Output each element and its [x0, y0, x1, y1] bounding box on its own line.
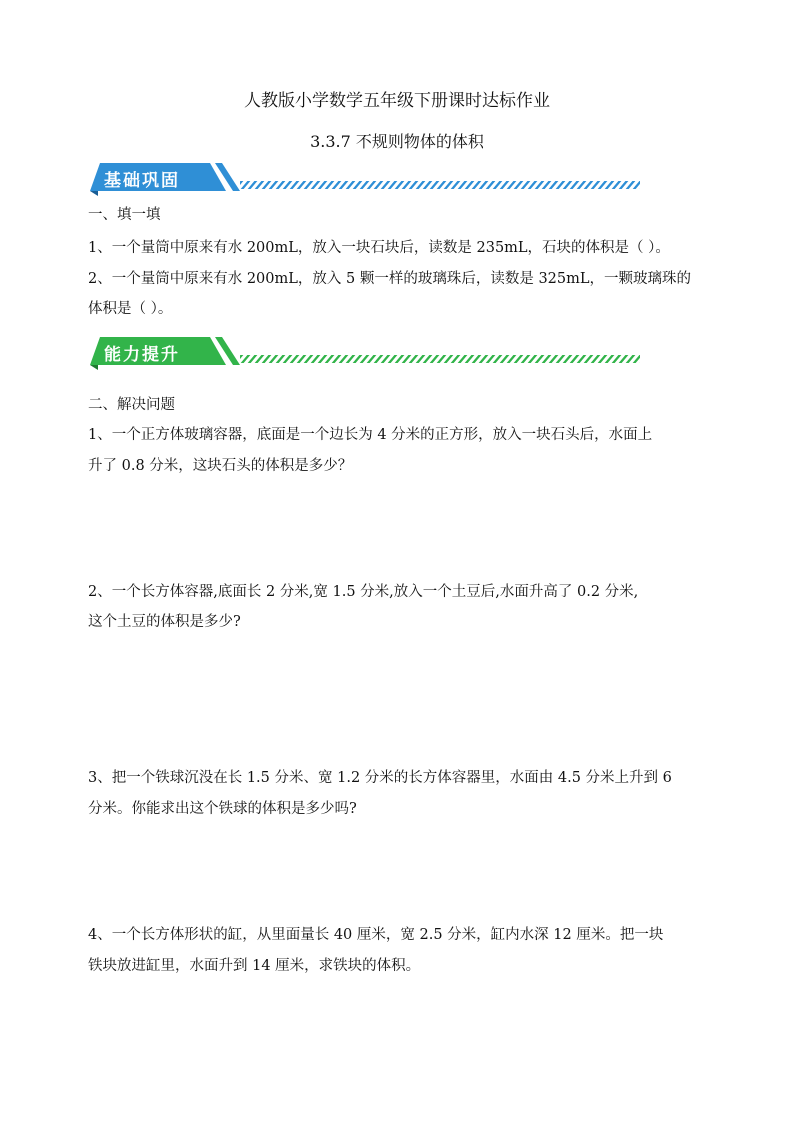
question-solve-3-line2: 分米。你能求出这个铁球的体积是多少吗?	[88, 801, 357, 817]
question-solve-1-line1: 1、一个正方体玻璃容器，底面是一个边长为 4 分米的正方形，放入一块石头后，水面上	[88, 427, 653, 443]
question-solve-2-line1: 2、一个长方体容器,底面长 2 分米,宽 1.5 分米,放入一个土豆后,水面升高了 0.2 分米,	[88, 584, 639, 600]
section-banner-basic	[90, 160, 650, 196]
banner-advanced-label: 能力提升	[104, 345, 180, 365]
question-solve-4-line1: 4、一个长方体形状的缸，从里面量长 40 厘米，宽 2.5 分米，缸内水深 12 厘米。把一块	[88, 927, 664, 943]
question-fill-2-line1: 2、一个量筒中原来有水 200mL，放入 5 颗一样的玻璃珠后，读数是 325mL，一颗玻璃珠的	[88, 271, 691, 287]
question-solve-4-line2: 铁块放进缸里，水面升到 14 厘米，求铁块的体积。	[88, 958, 421, 974]
section-banner-advanced	[90, 334, 650, 370]
page-title: 人教版小学数学五年级下册课时达标作业	[244, 91, 550, 111]
question-fill-1: 1、一个量筒中原来有水 200mL，放入一块石块后，读数是 235mL，石块的体积是（ ）。	[88, 240, 670, 256]
section-heading-fill: 一、填一填	[88, 207, 161, 223]
question-solve-2-line2: 这个土豆的体积是多少?	[88, 614, 241, 630]
question-solve-1-line2: 升了 0.8 分米，这块石头的体积是多少？	[88, 458, 353, 474]
question-solve-3-line1: 3、把一个铁球沉没在长 1.5 分米、宽 1.2 分米的长方体容器里，水面由 4.5 分米上升到 6	[88, 770, 672, 786]
question-fill-2-line2: 体积是（ ）。	[88, 301, 173, 317]
section-heading-solve: 二、解决问题	[88, 397, 175, 413]
lesson-subtitle: 3.3.7 不规则物体的体积	[310, 132, 484, 151]
banner-basic-label: 基础巩固	[104, 171, 180, 191]
